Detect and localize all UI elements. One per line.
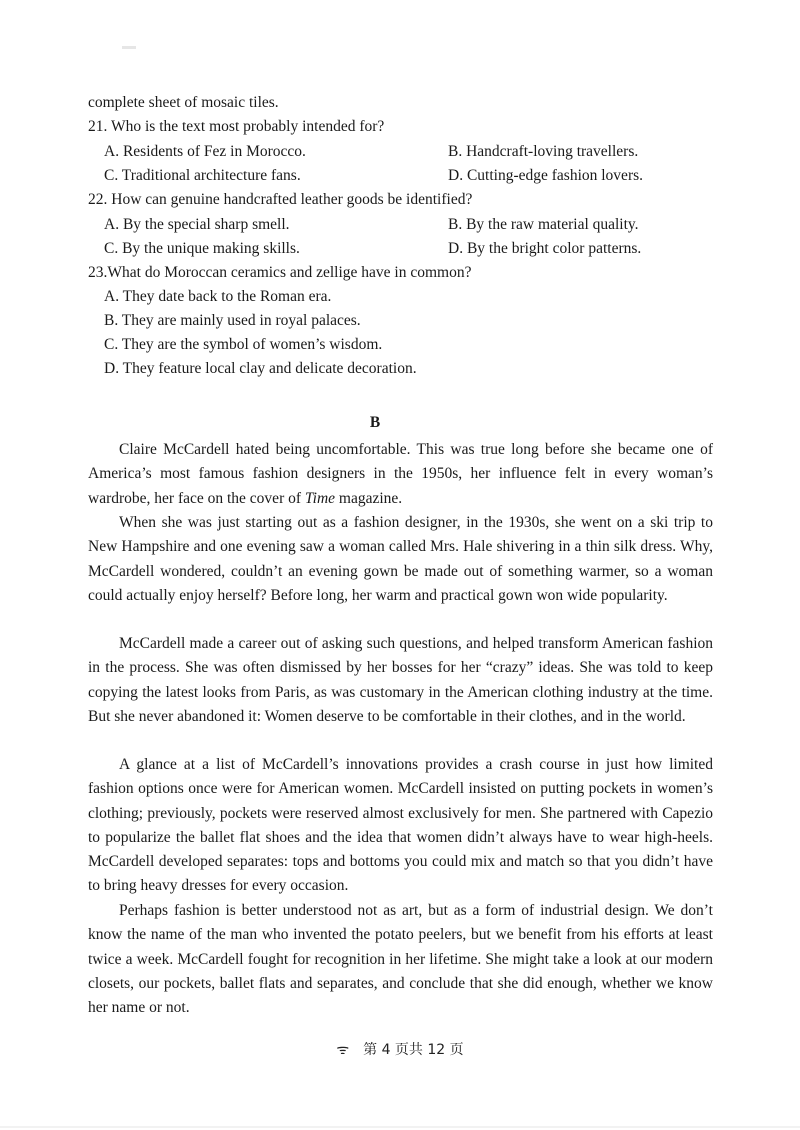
- question-23-option-c: C. They are the symbol of women’s wisdom.: [104, 336, 383, 353]
- question-22-option-c: C. By the unique making skills.: [104, 240, 300, 257]
- paragraph-1-text: Claire McCardell hated being uncomfortable. This was true long before she became one of America’s most famous fashion designers in the 1950s, her influence felt in every woman’s wardrobe, her face on the cover of: [88, 441, 713, 507]
- question-21-option-d: D. Cutting-edge fashion lovers.: [448, 167, 644, 184]
- question-22-option-a: A. By the special sharp smell.: [104, 216, 290, 233]
- magazine-title: Time: [304, 489, 336, 507]
- question-22-option-d: D. By the bright color patterns.: [448, 240, 642, 257]
- paragraph-1-end: magazine.: [335, 489, 403, 507]
- passage-b-paragraph-5: Perhaps fashion is better understood not as art, but as a form of industrial design. We don’t know the name of the man who invented the potato peelers, but we benefit from his efforts at least twice a week. McCardell fought for recognition in her lifetime. She might take a look at our modern closets, our pockets, ballet flats and separates, and conclude that she did enough, whether we know her name or not.: [88, 902, 713, 1017]
- passage-b-paragraph-1: [88, 438, 713, 511]
- question-21-option-c: C. Traditional architecture fans.: [104, 167, 301, 184]
- passage-b-paragraph-2: When she was just starting out as a fashion designer, in the 1930s, she went on a ski trip to New Hampshire and one evening saw a woman called Mrs. Hale shivering in a thin silk dress. Why, McCardell wondered, couldn’t an evening gown be made out of something warmer, so a woman could actually enjoy herself? Before long, her warm and practical gown won wide popularity.: [88, 514, 713, 604]
- question-23-option-b: B. They are mainly used in royal palaces.: [104, 312, 361, 329]
- question-21-option-b: B. Handcraft-loving travellers.: [448, 143, 639, 160]
- question-23-option-a: A. They date back to the Roman era.: [104, 288, 332, 305]
- signal-mark-icon: ᯤ: [336, 1042, 350, 1058]
- passage-a-tail: complete sheet of mosaic tiles.: [88, 94, 279, 111]
- question-21-stem: 21. Who is the text most probably intended for?: [88, 118, 385, 135]
- question-22-stem: 22. How can genuine handcrafted leather goods be identified?: [88, 191, 473, 208]
- page-number-label: 第 4 页共 12 页: [363, 1042, 464, 1058]
- passage-b-paragraph-4: A glance at a list of McCardell’s innovations provides a crash course in just how limited fashion options once were for American women. McCardell insisted on putting pockets in women’s clothing; previously, pockets were reserved almost exclusively for men. She partnered with Capezio to popularize the ballet flat shoes and the idea that women didn’t always have to wear high-heels. McCardell developed separates: tops and bottoms you could mix and match so that you didn’t have to bring heavy dresses for every occasion.: [88, 756, 713, 895]
- passage-b-paragraph-3: McCardell made a career out of asking such questions, and helped transform American fashion in the process. She was often dismissed by her bosses for her “crazy” ideas. She was told to keep copying the latest looks from Paris, as was customary in the American clothing industry at the time. But she never abandoned it: Women deserve to be comfortable in their clothes, and in the world.: [88, 635, 713, 725]
- section-b-heading: B: [369, 414, 381, 431]
- page-footer: [0, 1038, 800, 1062]
- question-21-option-a: A. Residents of Fez in Morocco.: [104, 143, 306, 160]
- question-22-option-b: B. By the raw material quality.: [448, 216, 639, 233]
- question-23-stem: 23.What do Moroccan ceramics and zellige have in common?: [88, 264, 472, 281]
- bottom-edge: [0, 1126, 800, 1128]
- question-23-option-d: D. They feature local clay and delicate decoration.: [104, 360, 417, 377]
- scan-speck: [122, 46, 136, 49]
